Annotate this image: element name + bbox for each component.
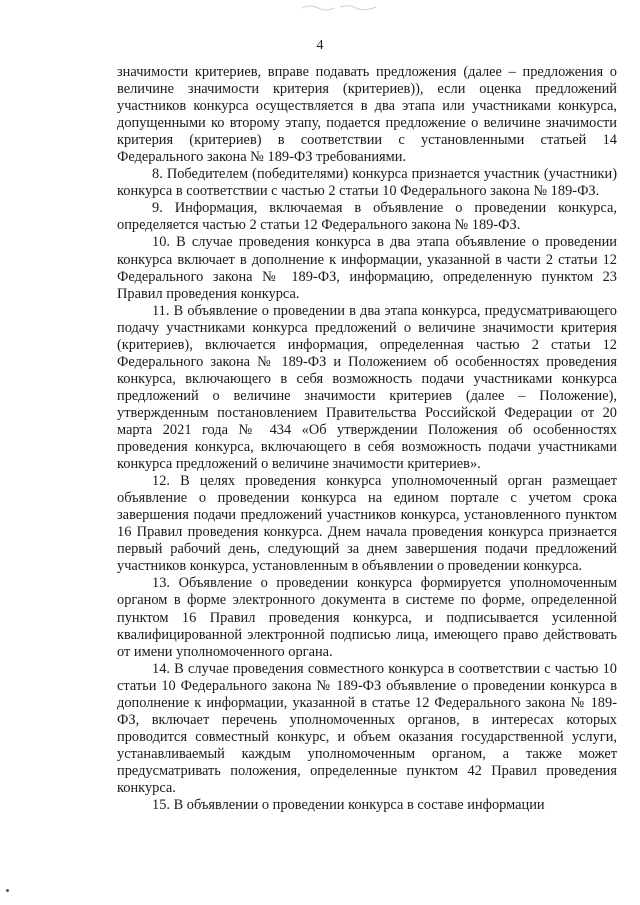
paragraph-continuation: значимости критериев, вправе подавать предложения (далее – предложения о величине значимости критерия (критериев)), если оценка предложений участников конкурса осуществляется в два этапа или участниками конкурса, допущенными ко второму этапу, подается предложение о величине значимости критерия (критериев) в соответствии с установленными статьей 14 Федерального закона № 189-ФЗ требованиями. bbox=[117, 64, 617, 166]
scan-artifact-mark bbox=[300, 3, 380, 11]
paragraph-9: 9. Информация, включаемая в объявление о проведении конкурса, определяется частью 2 статьи 12 Федерального закона № 189-ФЗ. bbox=[117, 200, 617, 234]
paragraph-12: 12. В целях проведения конкурса уполномоченный орган размещает объявление о проведении конкурса на едином портале с учетом срока завершения подачи предложений участников конкурса, установленного пунктом 16 Правил проведения конкурса. Днем начала проведения конкурса признается первый рабочий день, следующий за днем завершения подачи предложений участников конкурса, установленным в объявлении о проведении конкурса. bbox=[117, 473, 617, 575]
scan-speck bbox=[6, 889, 9, 892]
paragraph-8: 8. Победителем (победителями) конкурса признается участник (участники) конкурса в соответствии с частью 2 статьи 10 Федерального закона № 189-ФЗ. bbox=[117, 166, 617, 200]
page-number: 4 bbox=[316, 38, 324, 53]
document-body bbox=[117, 64, 617, 814]
paragraph-13: 13. Объявление о проведении конкурса формируется уполномоченным органом в форме электронного документа в системе по форме, определенной пунктом 16 Правил проведения конкурса, и подписывается усиленной квалифицированной электронной подписью лица, имеющего право действовать от имени уполномоченного органа. bbox=[117, 575, 617, 660]
paragraph-10: 10. В случае проведения конкурса в два этапа объявление о проведении конкурса включает в дополнение к информации, указанной в части 2 статьи 12 Федерального закона № 189-ФЗ, информацию, определенную пунктом 23 Правил проведения конкурса. bbox=[117, 234, 617, 302]
paragraph-14: 14. В случае проведения совместного конкурса в соответствии с частью 10 статьи 10 Федерального закона № 189-ФЗ объявление о проведении конкурса в дополнение к информации, указанной в статье 12 Федерального закона № 189-ФЗ, включает перечень уполномоченных органов, в интересах которых проводится совместный конкурс, и объем оказания государственной услуги, устанавливаемый каждым уполномоченным органом, а также может предусматривать положения, определенные пунктом 42 Правил проведения конкурса. bbox=[117, 660, 617, 796]
paragraph-11: 11. В объявление о проведении в два этапа конкурса, предусматривающего подачу участниками конкурса предложений о величине значимости критерия (критериев), включается информация, определенная частью 2 статьи 12 Федерального закона № 189-ФЗ и Положением об особенностях проведения конкурса, включающего в себя возможность подачи участниками конкурса предложений о величине значимости критериев (далее – Положение), утвержденным постановлением Правительства Российской Федерации от 20 марта 2021 года № 434 «Об утверждении Положения об особенностях проведения конкурса, включающего в себя возможность подачи участниками конкурса предложений о величине значимости критериев». bbox=[117, 302, 617, 473]
paragraph-15: 15. В объявлении о проведении конкурса в составе информации bbox=[152, 797, 545, 814]
